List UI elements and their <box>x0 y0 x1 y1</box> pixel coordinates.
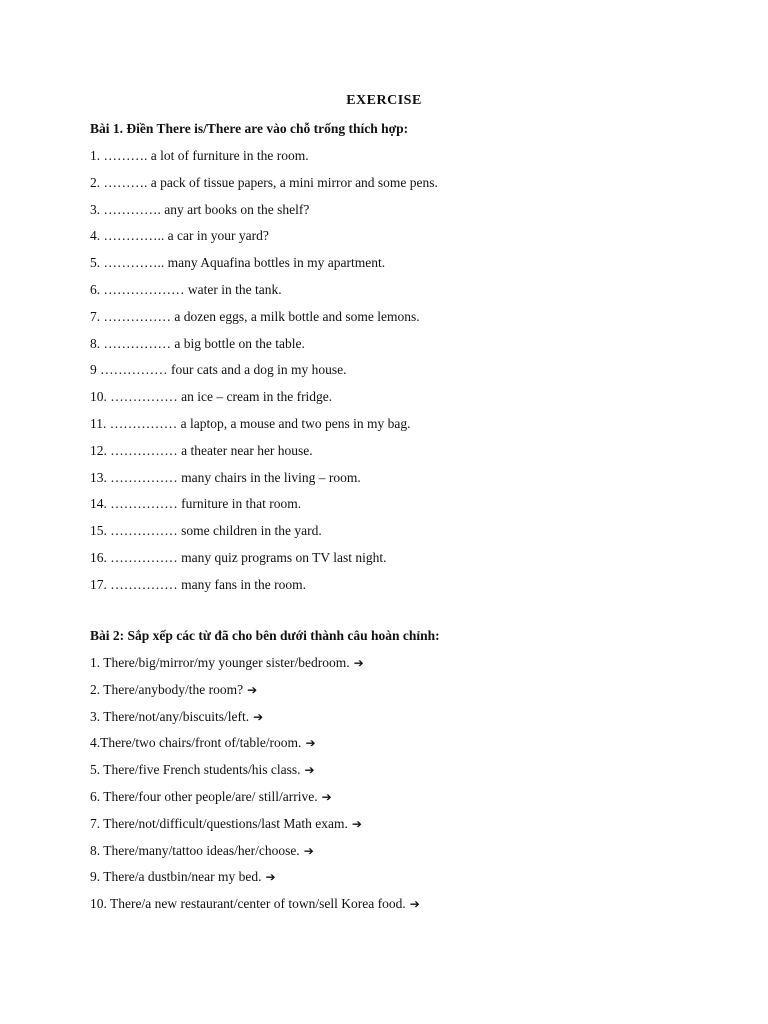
exercise1-item: 13. …………… many chairs in the living – room. <box>90 469 361 485</box>
arrow-right-icon: ➔ <box>265 870 276 885</box>
arrow-right-icon: ➔ <box>304 763 315 778</box>
exercise1-item: 11. …………… a laptop, a mouse and two pens in my bag. <box>90 415 411 431</box>
exercise2-item <box>90 681 420 708</box>
section2-list <box>90 654 420 922</box>
exercise2-item <box>90 734 420 761</box>
exercise2-item <box>90 868 420 895</box>
exercise1-item: 14. …………… furniture in that room. <box>90 496 302 512</box>
exercise1-item: 6. ……………… water in the tank. <box>90 281 282 297</box>
exercise2-item-text: 3. There/not/any/biscuits/left. <box>90 708 250 724</box>
exercise2-item <box>90 815 420 842</box>
exercise1-item: 3. …………. any art books on the shelf? <box>90 201 310 217</box>
exercise1-item: 10. …………… an ice – cream in the fridge. <box>90 389 333 405</box>
exercise2-item-text: 7. There/not/difficult/questions/last Math exam. <box>90 815 348 831</box>
exercise2-item-text: 1. There/big/mirror/my younger sister/bedroom. <box>90 655 350 670</box>
arrow-right-icon: ➔ <box>321 789 332 804</box>
exercise2-item-text: 10. There/a new restaurant/center of town/sell Korea food. <box>90 896 406 912</box>
exercise2-item <box>90 788 420 815</box>
exercise1-item: 9 …………… four cats and a dog in my house. <box>90 362 347 378</box>
exercise1-item: 17. …………… many fans in the room. <box>90 576 306 592</box>
exercise2-item-text: 2. There/anybody/the room? <box>90 681 244 697</box>
arrow-right-icon: ➔ <box>409 897 420 912</box>
exercise2-item-text: 5. There/five French students/his class. <box>90 762 301 778</box>
exercise2-item-text: 6. There/four other people/are/ still/arrive. <box>90 788 318 804</box>
exercise1-item: 7. …………… a dozen eggs, a milk bottle and some lemons. <box>90 308 420 324</box>
exercise1-item: 4. ………….. a car in your yard? <box>90 228 269 244</box>
exercise2-item-text: 4.There/two chairs/front of/table/room. <box>90 735 302 751</box>
arrow-right-icon: ➔ <box>247 682 258 697</box>
arrow-right-icon: ➔ <box>351 816 362 831</box>
exercise2-item <box>90 654 420 681</box>
exercise2-item <box>90 842 420 869</box>
section1-list <box>90 147 438 603</box>
exercise1-item: 16. …………… many quiz programs on TV last night. <box>90 549 387 565</box>
exercise2-item <box>90 708 420 735</box>
exercise2-item-text: 9. There/a dustbin/near my bed. <box>90 869 262 885</box>
arrow-right-icon: ➔ <box>353 656 364 670</box>
exercise1-item: 15. …………… some children in the yard. <box>90 523 322 539</box>
exercise1-item: 8. …………… a big bottle on the table. <box>90 335 305 351</box>
exercise1-item: 2. ………. a pack of tissue papers, a mini mirror and some pens. <box>90 174 438 190</box>
exercise1-item: 1. ………. a lot of furniture in the room. <box>90 148 309 163</box>
document-title: EXERCISE <box>346 93 422 108</box>
exercise1-item: 12. …………… a theater near her house. <box>90 442 313 458</box>
section2-heading: Bài 2: Sắp xếp các từ đã cho bên dưới thành câu hoàn chỉnh: <box>90 628 440 643</box>
exercise2-item-text: 8. There/many/tattoo ideas/her/choose. <box>90 842 300 858</box>
arrow-right-icon: ➔ <box>305 736 316 751</box>
arrow-right-icon: ➔ <box>253 709 264 724</box>
exercise2-item <box>90 895 420 922</box>
section1-heading: Bài 1. Điền There is/There are vào chỗ trống thích hợp: <box>90 121 409 136</box>
arrow-right-icon: ➔ <box>303 843 314 858</box>
exercise2-item <box>90 761 420 788</box>
exercise1-item: 5. ………….. many Aquafina bottles in my apartment. <box>90 255 386 271</box>
